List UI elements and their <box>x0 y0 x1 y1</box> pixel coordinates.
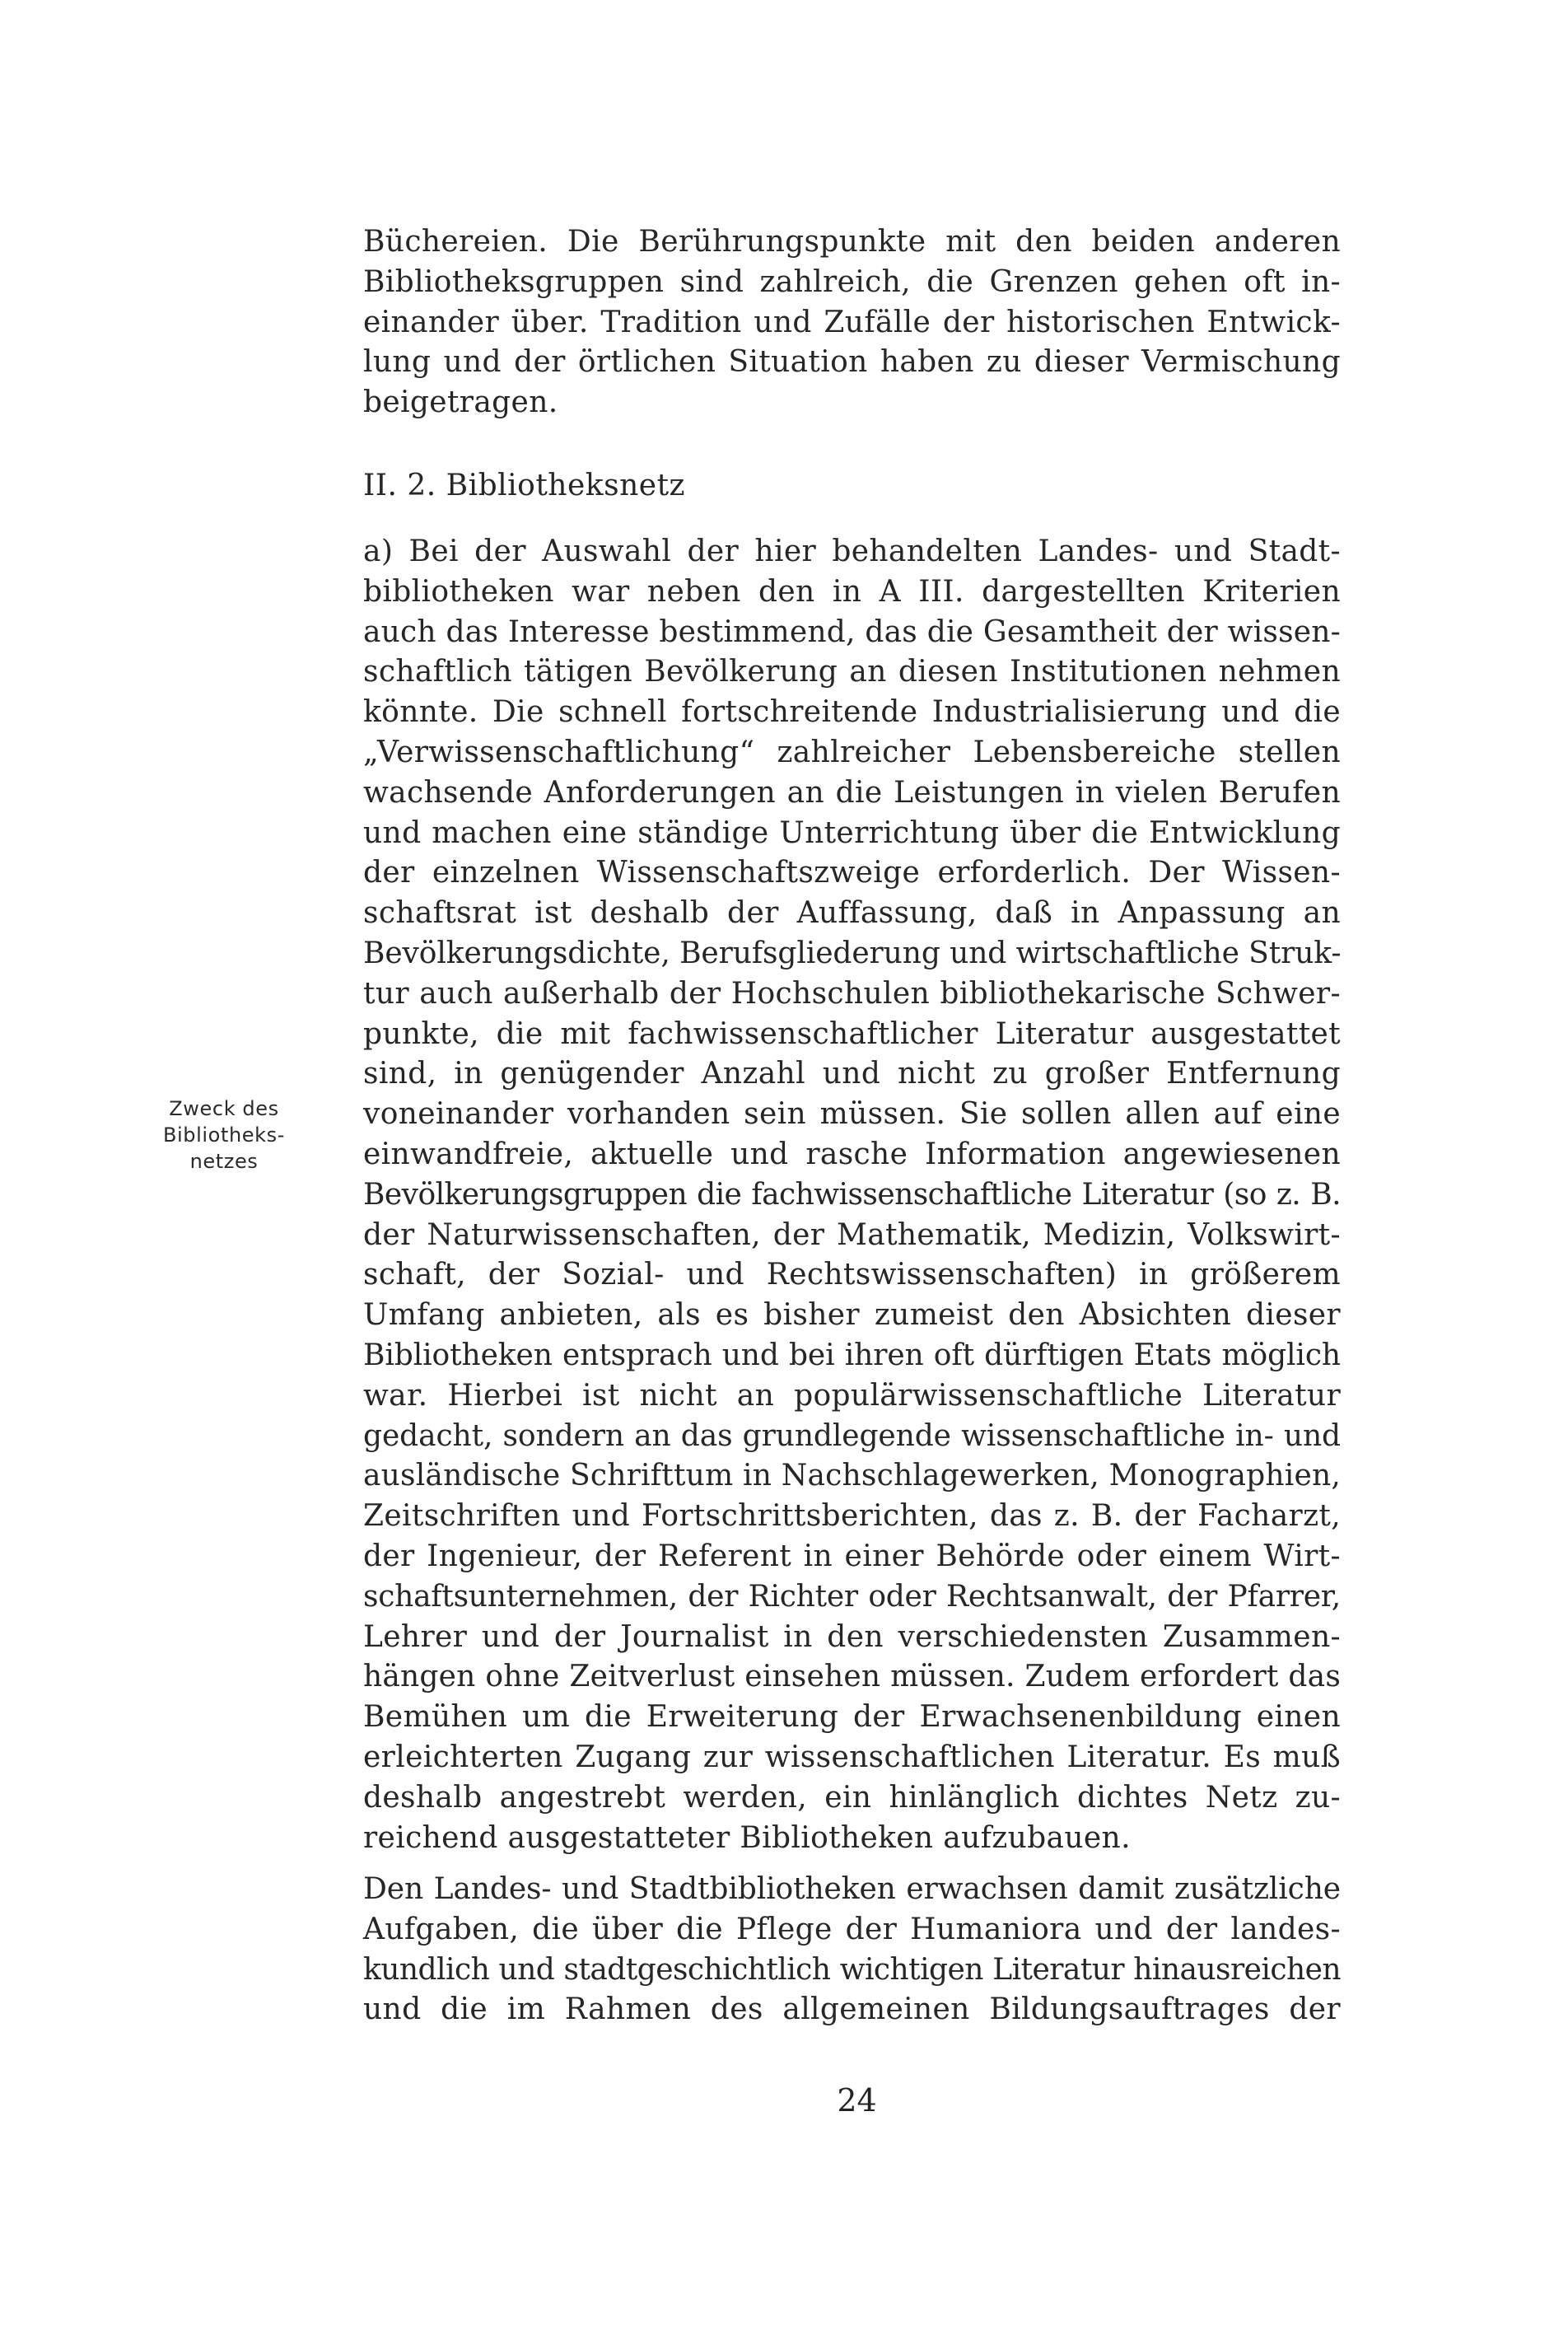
text-line: „Verwissenschaftlichung“ zahlreicher Lebensbereiche stellen <box>363 735 1341 769</box>
text-line: und machen eine ständige Unterrichtung über die Entwicklung <box>363 815 1341 850</box>
text-line: sind, in genügender Anzahl und nicht zu großer Entfernung <box>363 1057 1341 1091</box>
text-line: schaftsunternehmen, der Richter oder Rechtsanwalt, der Pfarrer, <box>363 1579 1341 1614</box>
page-number: 24 <box>837 2082 877 2118</box>
text-line: kundlich und stadtgeschichtlich wichtigen Literatur hinausreichen <box>363 1952 1341 1987</box>
text-line: lung und der örtlichen Situation haben zu dieser Vermischung <box>363 345 1341 380</box>
text-line: reichend ausgestatteter Bibliotheken aufzubauen. <box>363 1820 1131 1855</box>
text-line: einwandfreie, aktuelle und rasche Information angewiesenen <box>363 1137 1341 1171</box>
text-line: punkte, die mit fachwissenschaftlicher Literatur ausgestattet <box>363 1016 1341 1051</box>
section-heading: II. 2. Bibliotheksnetz <box>363 469 686 502</box>
margin-note-line: netzes <box>189 1150 259 1173</box>
text-line: Umfang anbieten, als es bisher zumeist den Absichten dieser <box>363 1298 1341 1333</box>
text-line: Bevölkerungsdichte, Berufsgliederung und wirtschaftliche Struk- <box>363 936 1342 970</box>
margin-note <box>150 1095 298 1175</box>
margin-note-line: Bibliotheks- <box>162 1123 286 1147</box>
text-line: beigetragen. <box>363 385 558 420</box>
text-line: schaft, der Sozial- und Rechtswissenschaften) in größerem <box>363 1258 1341 1292</box>
text-line: Bemühen um die Erweiterung der Erwachsenenbildung einen <box>363 1700 1341 1735</box>
text-line: und die im Rahmen des allgemeinen Bildungsauftrages der <box>363 1992 1341 2027</box>
paragraph-a <box>363 532 1341 1858</box>
text-line: ausländische Schrifttum in Nachschlagewerken, Monographien, <box>363 1459 1341 1493</box>
text-line: voneinander vorhanden sein müssen. Sie sollen allen auf eine <box>363 1097 1341 1132</box>
text-line: Büchereien. Die Berührungspunkte mit den beiden anderen <box>363 225 1341 259</box>
text-line: Den Landes- und Stadtbibliotheken erwachsen damit zusätzliche <box>363 1872 1341 1906</box>
text-line: erleichterten Zugang zur wissenschaftlichen Literatur. Es muß <box>363 1740 1341 1774</box>
text-line: gedacht, sondern an das grundlegende wissenschaftliche in- und <box>363 1418 1341 1453</box>
text-line: wachsende Anforderungen an die Leistungen in vielen Berufen <box>363 775 1341 810</box>
text-line: Bibliotheksgruppen sind zahlreich, die Grenzen gehen oft in- <box>363 264 1341 299</box>
text-line: Zeitschriften und Fortschrittsberichten, das z. B. der Facharzt, <box>363 1499 1341 1534</box>
text-line: könnte. Die schnell fortschreitende Industrialisierung und die <box>363 695 1341 730</box>
text-line: schaftsrat ist deshalb der Auffassung, daß in Anpassung an <box>363 896 1341 931</box>
text-line: Bevölkerungsgruppen die fachwissenschaftliche Literatur (so z. B. <box>363 1177 1341 1212</box>
paragraph-b <box>363 1870 1341 2030</box>
text-line: auch das Interesse bestimmend, das die Gesamtheit der wissen- <box>363 614 1341 649</box>
text-line: der einzelnen Wissenschaftszweige erforderlich. Der Wissen- <box>363 856 1341 890</box>
text-line: war. Hierbei ist nicht an populärwissenschaftliche Literatur <box>363 1378 1341 1413</box>
margin-note-line: Zweck des <box>169 1097 279 1120</box>
text-line: deshalb angestrebt werden, ein hinlänglich dichtes Netz zu- <box>363 1780 1341 1815</box>
text-line: tur auch außerhalb der Hochschulen bibliothekarische Schwer- <box>363 976 1341 1011</box>
text-line: hängen ohne Zeitverlust einsehen müssen. Zudem erfordert das <box>363 1660 1341 1694</box>
text-line: Bibliotheken entsprach und bei ihren oft dürftigen Etats möglich <box>363 1338 1341 1372</box>
text-line: schaftlich tätigen Bevölkerung an diesen Institutionen nehmen <box>363 655 1341 689</box>
text-line: Lehrer und der Journalist in den verschiedensten Zusammen- <box>363 1619 1341 1654</box>
text-line: a) Bei der Auswahl der hier behandelten Landes- und Stadt- <box>363 535 1341 568</box>
text-line: Aufgaben, die über die Pflege der Humaniora und der landes- <box>363 1912 1341 1946</box>
intro-paragraph <box>363 222 1341 423</box>
text-line: der Ingenieur, der Referent in einer Behörde oder einem Wirt- <box>363 1539 1341 1573</box>
text-line: bibliotheken war neben den in A III. dargestellten Kriterien <box>363 574 1341 609</box>
text-line: einander über. Tradition und Zufälle der historischen Entwick- <box>363 305 1341 339</box>
text-line: der Naturwissenschaften, der Mathematik, Medizin, Volkswirt- <box>363 1217 1341 1252</box>
